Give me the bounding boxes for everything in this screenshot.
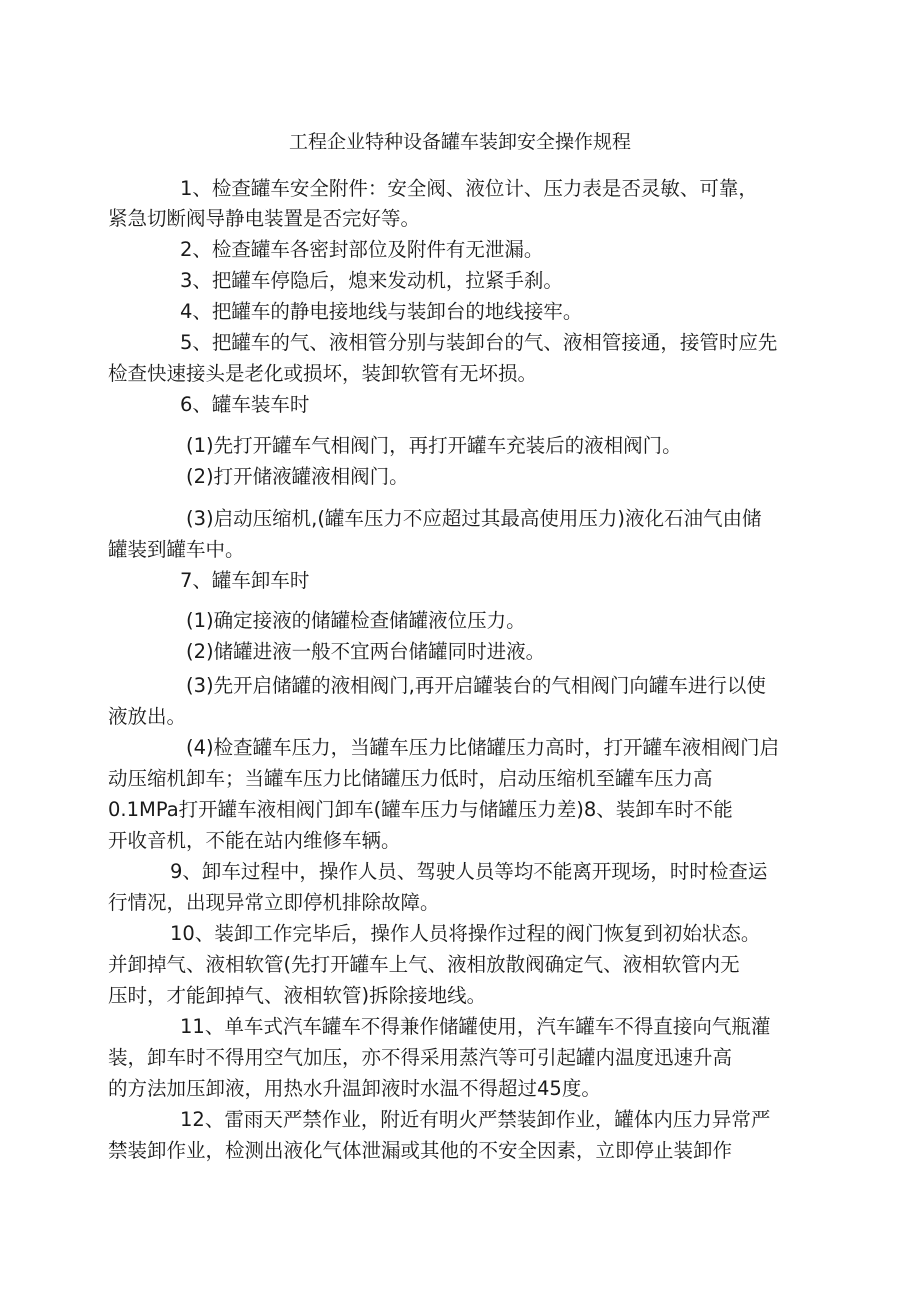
text-line: (2)储罐进液一般不宜两台储罐同时进液。 [186,640,546,663]
text-line: 装，卸车时不得用空气加压，亦不得采用蒸汽等可引起罐内温度迅速升高 [108,1046,733,1069]
text-line: 并卸掉气、液相软管(先打开罐车上气、液相放散阀确定气、液相软管内无 [108,953,740,976]
text-line: 4、把罐车的静电接地线与装卸台的地线接牢。 [180,300,583,323]
text-line: 禁装卸作业，检测出液化气体泄漏或其他的不安全因素，立即停止装卸作 [108,1139,733,1162]
text-line: 12、雷雨天严禁作业，附近有明火严禁装卸作业，罐体内压力异常严 [180,1108,771,1131]
text-line: 压时，才能卸掉气、液相软管)拆除接地线。 [108,984,487,1007]
text-line: (4)检查罐车压力，当罐车压力比储罐压力高时，打开罐车液相阀门启 [186,736,780,759]
text-line: 7、罐车卸车时 [180,569,310,592]
text-line: 液放出。 [108,705,187,728]
text-line: 6、罐车装车时 [180,393,310,416]
text-line: 动压缩机卸车；当罐车压力比储罐压力低时，启动压缩机至罐车压力高 [108,767,713,790]
text-line: 10、装卸工作完毕后，操作人员将操作过程的阀门恢复到初始状态。 [170,922,761,945]
text-line: 5、把罐车的气、液相管分别与装卸台的气、液相管接通，接管时应先 [180,331,778,354]
document-title: 工程企业特种设备罐车装卸安全操作规程 [288,131,631,153]
text-line: 9、卸车过程中，操作人员、驾驶人员等均不能离开现场，时时检查运 [170,860,768,883]
text-line: 紧急切断阀导静电装置是否完好等。 [108,207,421,230]
text-line: 2、检查罐车各密封部位及附件有无泄漏。 [180,238,544,261]
text-line: 开收音机，不能在站内维修车辆。 [108,829,401,852]
text-line: 的方法加压卸液，用热水升温卸液时水温不得超过45度。 [108,1077,601,1100]
text-line: 3、把罐车停隐后，熄来发动机，拉紧手刹。 [180,269,563,292]
text-line: (3)启动压缩机,(罐车压力不应超过其最高使用压力)液化石油气由储 [186,507,762,530]
text-line: 检查快速接头是老化或损坏，装卸软管有无坏损。 [108,362,538,385]
text-line: (2)打开储液罐液相阀门。 [186,465,409,488]
text-line: 行情况，出现异常立即停机排除故障。 [108,891,440,914]
text-line: 11、单车式汽车罐车不得兼作储罐使用，汽车罐车不得直接向气瓶灌 [180,1015,771,1038]
text-line: (3)先开启储罐的液相阀门,再开启罐装台的气相阀门向罐车进行以使 [186,674,766,697]
text-line: 罐装到罐车中。 [108,538,245,561]
text-line: 0.1MPa打开罐车液相阀门卸车(罐车压力与储罐压力差)8、装卸车时不能 [108,798,733,821]
text-line: 1、检查罐车安全附件：安全阀、液位计、压力表是否灵敏、可靠， [180,177,758,200]
text-line: (1)确定接液的储罐检查储罐液位压力。 [186,609,526,632]
text-line: (1)先打开罐车气相阀门，再打开罐车充装后的液相阀门。 [186,434,682,457]
